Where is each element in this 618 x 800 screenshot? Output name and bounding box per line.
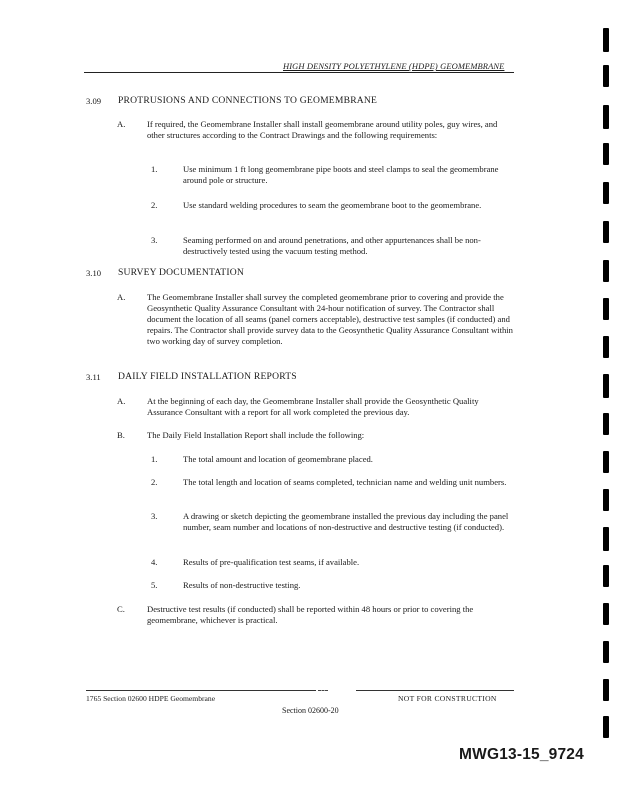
footer-left: 1765 Section 02600 HDPE Geomembrane [86,694,216,703]
scan-edge-mark [603,143,609,165]
footer-rule [86,690,316,691]
scan-edge-mark [603,451,609,473]
subitem-text: The total amount and location of geomembrane placed. [183,454,373,464]
item-text: If required, the Geomembrane Installer shall install geomembrane around utility poles, guy wires, and other structures according to the Contract Drawings and the following requirements: [147,119,498,140]
scan-edge-mark [603,260,609,282]
scan-edge-mark [603,641,609,663]
section-title: DAILY FIELD INSTALLATION REPORTS [118,371,297,382]
scan-edge-mark [603,336,609,358]
item-text: At the beginning of each day, the Geomembrane Installer shall provide the Geosynthetic Quality Assurance Consultant with a report for all work completed the previous day. [147,396,479,417]
subitem-text: Results of non-destructive testing. [183,580,301,590]
item-letter: A. [117,396,126,406]
subitem-text: The total length and location of seams completed, technician name and welding unit numbers. [183,477,507,487]
subitem-number: 3. [151,235,158,245]
scan-edge-mark [603,221,609,243]
scan-edge-mark [603,527,609,551]
scan-edge-mark [603,565,609,587]
scan-edge-mark [603,65,609,87]
scan-edge-mark [603,489,609,511]
section-title: SURVEY DOCUMENTATION [118,267,245,278]
footer-rule [356,690,514,691]
scan-edge-mark [603,716,609,738]
subitem-text: Results of pre-qualification test seams, if available. [183,557,360,567]
scan-edge-mark [603,603,609,625]
scan-edge-mark [603,298,609,320]
scan-edge-mark [603,105,609,129]
scan-edge-mark [603,413,609,435]
subitem-number: 2. [151,200,158,210]
subitem-number: 5. [151,580,158,590]
subitem-number: 2. [151,477,158,487]
footer-right: NOT FOR CONSTRUCTION [398,694,497,703]
subitem-text: Use standard welding procedures to seam the geomembrane boot to the geomembrane. [183,200,482,210]
subitem-number: 1. [151,164,158,174]
item-letter: A. [117,119,126,129]
section-number: 3.11 [86,372,101,382]
header-rule [84,72,514,73]
section-number: 3.10 [86,268,102,278]
section-title: PROTRUSIONS AND CONNECTIONS TO GEOMEMBRANE [118,95,378,106]
item-letter: C. [117,604,125,614]
subitem-number: 3. [151,511,158,521]
item-text: Destructive test results (if conducted) shall be reported within 48 hours or prior to covering the geomembrane, whichever is practical. [147,604,474,625]
subitem-text: A drawing or sketch depicting the geomembrane installed the previous day including the panel number, seam number and locations of non-destructive and destructive testing (if conducted). [183,511,509,532]
item-text: The Geomembrane Installer shall survey the completed geomembrane prior to covering and provide the Geosynthetic Quality Assurance Consultant with 24-hour notification of survey. The Contractor shall document the location of all seams (panel corners acceptable), destructive test samples (if conducted) and repairs. The Contractor shall provide survey data to the Geosynthetic Quality Assurance Consultant within two working day of survey completion. [147,292,513,346]
footer-rule [318,690,328,691]
scan-edge-mark [603,182,609,204]
header-title: HIGH DENSITY POLYETHYLENE (HDPE) GEOMEMBRANE [283,61,505,71]
subitem-text: Seaming performed on and around penetrations, and other appurtenances shall be non-destructively tested using the vacuum testing method. [183,235,481,256]
document-id: MWG13-15_9724 [459,746,584,763]
item-letter: A. [117,292,126,302]
section-number: 3.09 [86,96,102,106]
subitem-number: 1. [151,454,158,464]
item-text: The Daily Field Installation Report shall include the following: [147,430,365,440]
scan-edge-mark [603,374,609,398]
item-letter: B. [117,430,125,440]
subitem-text: Use minimum 1 ft long geomembrane pipe boots and steel clamps to seal the geomembrane around pole or structure. [183,164,499,185]
scan-edge-mark [603,28,609,52]
footer-page-number: Section 02600-20 [282,706,339,715]
scan-edge-mark [603,679,609,701]
subitem-number: 4. [151,557,158,567]
